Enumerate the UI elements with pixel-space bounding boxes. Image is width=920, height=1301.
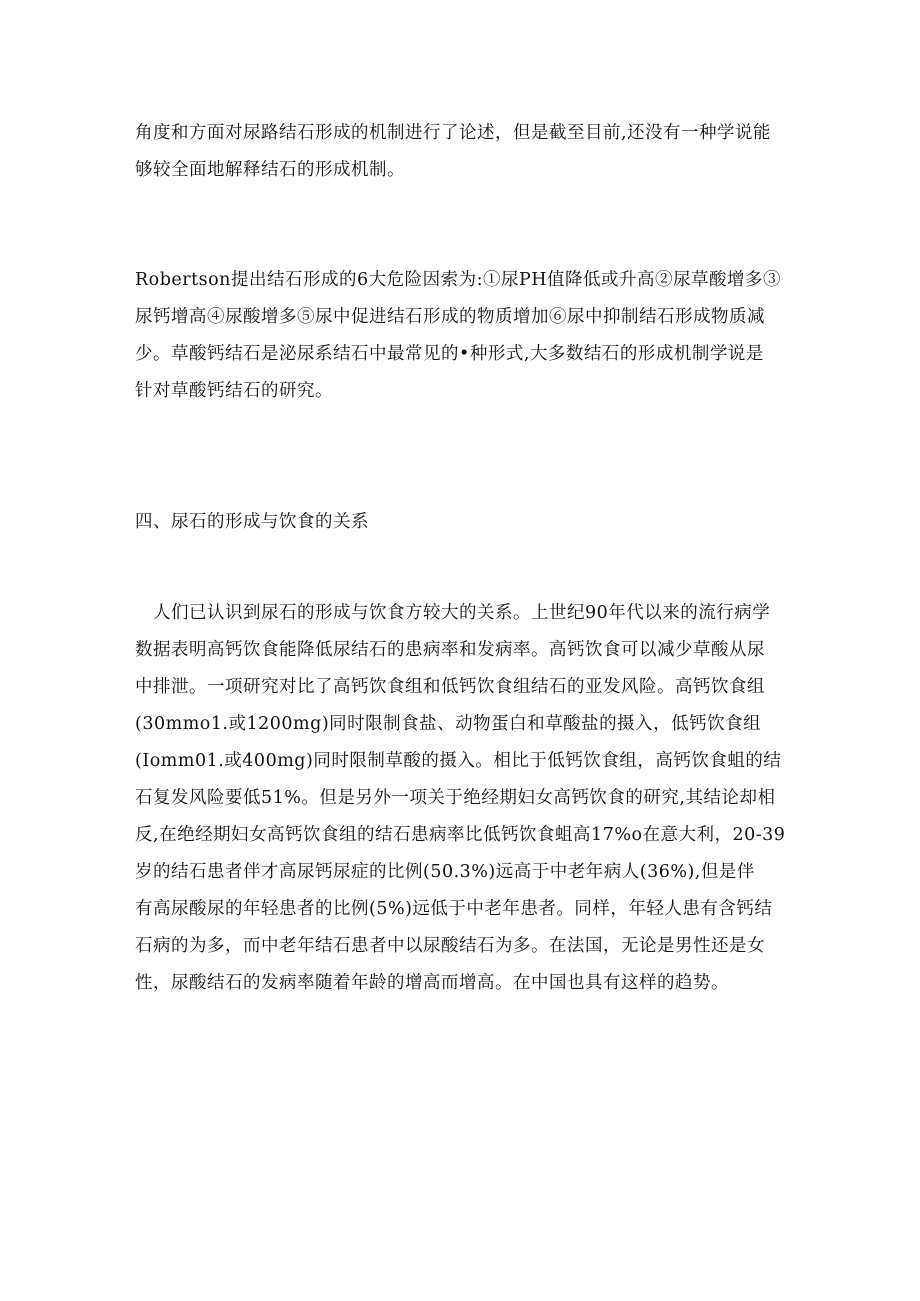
text-line: 石复发风险要低51%。但是另外一项关于绝经期妇女高钙饮食的研究,其结论却相 xyxy=(135,788,776,808)
text-line: 数据表明高钙饮食能降低尿结石的患病率和发病率。高钙饮食可以减少草酸从尿 xyxy=(135,640,765,660)
text-line: 少。草酸钙结石是泌尿系结石中最常见的•种形式,大多数结石的形成机制学说是 xyxy=(135,344,764,364)
text-line: (30mmo1.或1200mg)同时限制食盐、动物蛋白和草酸盐的摄入，低钙饮食组 xyxy=(135,714,762,734)
paragraph-robertson-risk-factors xyxy=(135,262,795,410)
text-line: 针对草酸钙结石的研究。 xyxy=(135,381,333,401)
text-line: 角度和方面对尿路结石形成的机制进行了论述，但是截至目前,还没有一种学说能 xyxy=(135,123,772,143)
paragraph-mechanism-intro xyxy=(135,115,795,189)
text-line: 够较全面地解释结石的形成机制。 xyxy=(135,160,405,180)
text-line: 石病的为多，而中老年结石患者中以尿酸结石为多。在法国，无论是男性还是女 xyxy=(135,936,765,956)
text-line: 有高尿酸尿的年轻患者的比例(5%)远低于中老年患者。同样，年轻人患有含钙结 xyxy=(135,899,773,919)
text-line: Robertson提出结石形成的6大危险因索为:①尿PH值降低或升高②尿草酸增多③ xyxy=(135,270,782,290)
text-line: 性，尿酸结石的发病率随着年龄的增高而增高。在中国也具有这样的趋势。 xyxy=(135,973,729,993)
text-line: 反,在绝经期妇女高钙饮食组的结石患病率比低钙饮食蛆高17%o在意大利，20-39 xyxy=(135,825,786,845)
text-line: 尿钙增高④尿酸增多⑤尿中促进结石形成的物质增加⑥尿中抑制结石形成物质减 xyxy=(135,307,765,327)
paragraph-diet-relationship xyxy=(135,595,795,1002)
heading-text: 四、尿石的形成与饮食的关系 xyxy=(135,512,369,532)
text-line: (Iomm01.或400mg)同时限制草酸的摄入。相比于低钙饮食组，高钙饮食蛆的结 xyxy=(135,751,782,771)
text-line: 中排泄。一项研究对比了高钙饮食组和低钙饮食组结石的亚发风险。高钙饮食组 xyxy=(135,677,765,697)
text-line: 岁的结石患者伴才高尿钙尿症的比例(50.3%)远高于中老年病人(36%),但是伴 xyxy=(135,862,755,882)
section-heading xyxy=(135,504,795,541)
text-line: 人们已认识到尿石的形成与饮食方较大的关系。上世纪90年代以来的流行病学 xyxy=(135,603,771,623)
